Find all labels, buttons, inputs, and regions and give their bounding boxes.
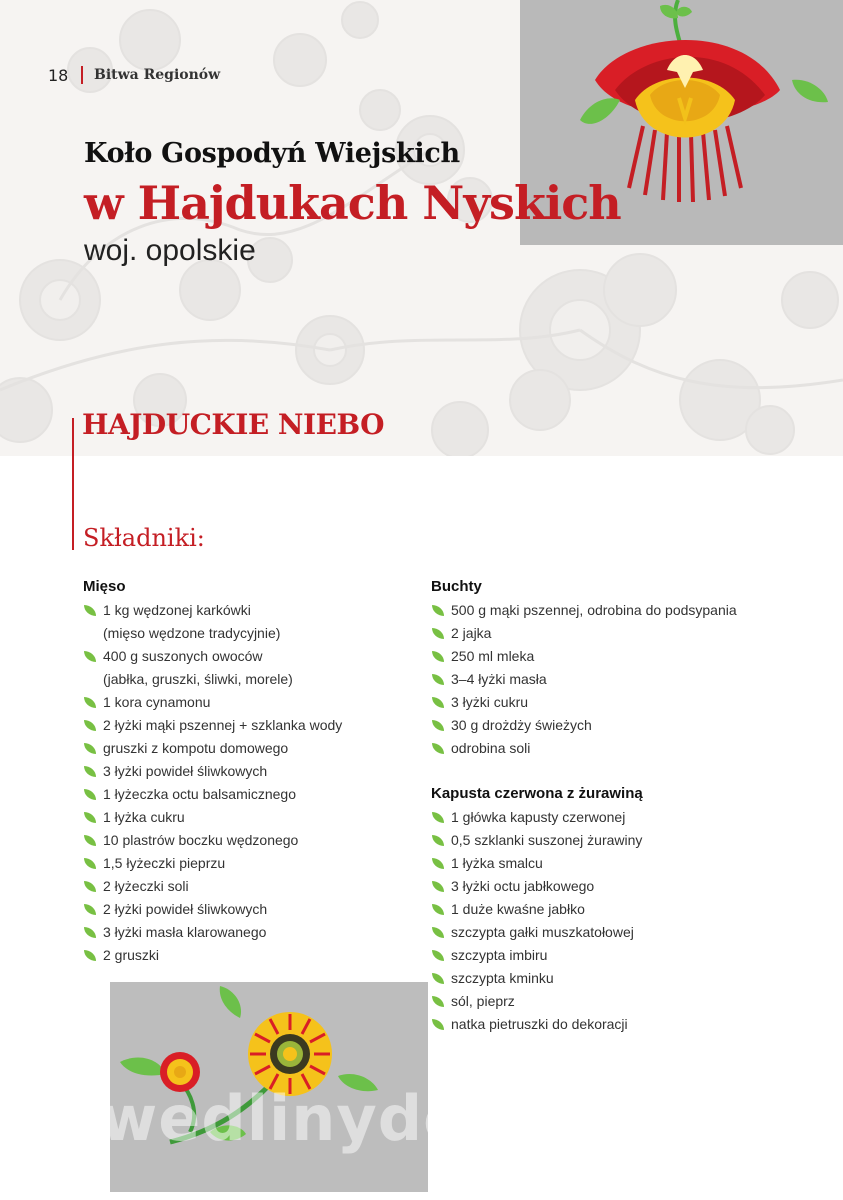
list-item: 2 łyżki mąki pszennej + szklanka wody [83,714,403,737]
leaf-bullet-icon [432,996,444,1007]
leaf-bullet-icon [84,927,96,938]
ingredients-heading: Składniki: [83,524,205,552]
ingredients-column-left [83,577,403,967]
leaf-bullet-icon [84,766,96,777]
leaf-bullet-icon [432,651,444,662]
list-item: 1 główka kapusty czerwonej [431,806,761,829]
group-title-cabbage: Kapusta czerwona z żurawiną [431,785,643,802]
list-item: szczypta kminku [431,967,761,990]
section-name: Bitwa Regionów [94,67,221,83]
list-item: 2 łyżeczki soli [83,875,403,898]
leaf-bullet-icon [84,605,96,616]
list-item: 3 łyżki octu jabłkowego [431,875,761,898]
leaf-bullet-icon [432,674,444,685]
leaf-bullet-icon [84,697,96,708]
ingredients-column-right [431,577,761,1036]
leaf-bullet-icon [432,835,444,846]
list-item: 1 łyżka smalcu [431,852,761,875]
list-item: 3 łyżki masła klarowanego [83,921,403,944]
list-item: 1 kg wędzonej karkówki [83,599,403,622]
leaf-bullet-icon [432,881,444,892]
leaf-bullet-icon [84,720,96,731]
list-item: gruszki z kompotu domowego [83,737,403,760]
list-item: 30 g drożdży świeżych [431,714,761,737]
leaf-bullet-icon [432,904,444,915]
leaf-bullet-icon [432,973,444,984]
ingredient-list-cabbage [431,806,761,1036]
group-title-meat: Mięso [83,578,126,595]
list-item: 10 plastrów boczku wędzonego [83,829,403,852]
ingredient-list-buchty [431,599,761,760]
leaf-bullet-icon [432,1019,444,1030]
leaf-bullet-icon [84,858,96,869]
leaf-bullet-icon [84,743,96,754]
leaf-bullet-icon [432,812,444,823]
group-title-buchty: Buchty [431,578,482,595]
watermark-text: wedlinydomowe.pl [100,1082,770,1155]
ingredient-list-meat [83,599,403,967]
leaf-bullet-icon [84,950,96,961]
list-item: 1,5 łyżeczki pieprzu [83,852,403,875]
leaf-bullet-icon [84,835,96,846]
list-item: sól, pieprz [431,990,761,1013]
leaf-bullet-icon [84,904,96,915]
list-item: 0,5 szklanki suszonej żurawiny [431,829,761,852]
list-item-continuation: (mięso wędzone tradycyjnie) [103,625,281,641]
leaf-bullet-icon [432,950,444,961]
list-item: 500 g mąki pszennej, odrobina do podsypania [431,599,761,622]
list-item: 3 łyżki powideł śliwkowych [83,760,403,783]
title-organization: Koło Gospodyń Wiejskich [84,138,460,169]
recipe-title: HAJDUCKIE NIEBO [82,408,385,441]
leaf-bullet-icon [84,812,96,823]
leaf-bullet-icon [432,628,444,639]
leaf-bullet-icon [84,881,96,892]
leaf-bullet-icon [432,858,444,869]
leaf-bullet-icon [84,789,96,800]
leaf-bullet-icon [432,605,444,616]
leaf-bullet-icon [84,651,96,662]
leaf-bullet-icon [432,927,444,938]
leaf-bullet-icon [432,743,444,754]
list-item: odrobina soli [431,737,761,760]
title-location: w Hajdukach Nyskich [84,176,621,230]
list-item: natka pietruszki do dekoracji [431,1013,761,1036]
leaf-bullet-icon [432,697,444,708]
list-item: 250 ml mleka [431,645,761,668]
header-separator [81,66,83,84]
title-region: woj. opolskie [84,234,256,267]
leaf-bullet-icon [432,720,444,731]
list-item: szczypta gałki muszkatołowej [431,921,761,944]
list-item: 1 łyżka cukru [83,806,403,829]
list-item: 2 gruszki [83,944,403,967]
page-number: 18 [48,66,69,85]
list-item: 1 duże kwaśne jabłko [431,898,761,921]
list-item: 2 jajka [431,622,761,645]
list-item: 1 kora cynamonu [83,691,403,714]
list-item: 3–4 łyżki masła [431,668,761,691]
list-item: 400 g suszonych owoców [83,645,403,668]
list-item: 2 łyżki powideł śliwkowych [83,898,403,921]
list-item-continuation: (jabłka, gruszki, śliwki, morele) [103,671,293,687]
recipe-accent-bar [72,418,74,550]
list-item: 1 łyżeczka octu balsamicznego [83,783,403,806]
list-item: 3 łyżki cukru [431,691,761,714]
list-item: szczypta imbiru [431,944,761,967]
